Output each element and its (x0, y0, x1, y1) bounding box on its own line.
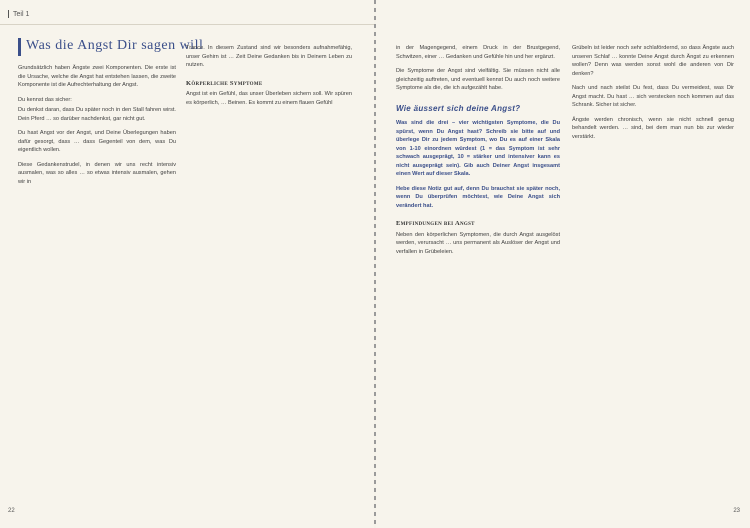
paragraph: Ängste werden chronisch, wenn sie nicht schnell genug behandelt werden. … sind, bei dem man nun bis zur wieder verstärkt. (572, 116, 734, 140)
paragraph: Du kennst das sicher: (18, 96, 72, 103)
page-number-right: 23 (733, 508, 740, 514)
paragraph: Grundsätzlich haben Ängste zwei Komponenten. Die erste ist die Ursache, welche die Angst hat entstehen lassen, die zweite Komponente ist die Aufrechterhaltung der Angst. (18, 65, 176, 88)
left-column-1 (18, 64, 176, 192)
title-accent-bar (18, 38, 21, 56)
section-heading: Empfindungen bei Angst (396, 220, 475, 227)
chapter-label: Teil 1 (13, 10, 30, 18)
paragraph: Die Symptome der Angst sind vielfältig. Sie müssen nicht alle gleichzeitig auftreten, und eventuell kennst Du auch noch weitere Symptome als die, die ich aufgezählt habe. (396, 68, 560, 91)
header-rule (0, 24, 374, 25)
left-column-2 (186, 44, 352, 113)
running-head-bar (8, 10, 9, 18)
paragraph: Trance. In diesem Zustand sind wir besonders aufnahmefähig, unser Gehirn ist … Zeit Deine Gedanken bis in Deinem Leben zu nutzen. (186, 45, 352, 68)
paragraph: Du hast Angst vor der Angst, und Deine Überlegungen haben dafür gesorgt, dass … dass Gegenteil von dem, was Du eigentlich wollen. (18, 130, 176, 153)
page-number-left: 22 (8, 508, 15, 514)
paragraph: Neben den körperlichen Symptomen, die durch Angst ausgelöst werden, verursacht … uns permanent als Auslöser der Angst und verfallen in Grübeleien. (396, 231, 560, 255)
paragraph: Angst ist ein Gefühl, das unser Überleben sichern soll. Wir spüren es körperlich, … Beinen. Es kommt zu einem flauen Gefühl (186, 91, 352, 106)
exercise-text: Was sind die drei – vier wichtigsten Symptome, die Du spürst, wenn Du Angst hast? Schreib sie bitte auf und überlege Dir zu jedem Symptom, wo Du es auf einer Skala von 1-10 einordnen würdest (1 = das Symptom ist sehr schwach ausgeprägt, 10 = stärker und intensiver kann es nicht ausgeprägt sein). Gib auch Deiner Angst insgesamt einen Wert auf dieser Skala. (396, 120, 560, 177)
right-page (376, 0, 750, 528)
paragraph: Du denkst daran, dass Du später noch in den Stall fahren wirst. Dein Pferd … so darüber nachdenkst, gar nicht gut. (18, 107, 176, 122)
right-column-1 (396, 44, 560, 262)
paragraph: Diese Gedankenstrudel, in denen wir uns recht intensiv ausmalen, was so alles … so etwas intensiv ausmalen, gehen wir in (18, 161, 176, 185)
exercise-heading: Wie äussert sich deine Angst? (396, 103, 521, 113)
running-head (8, 10, 29, 18)
section-heading: Körperliche Symptome (186, 79, 263, 87)
chapter-title: Was die Angst Dir sagen will (26, 38, 204, 53)
paragraph: Nach und nach steilst Du fest, dass Du vermeidest, was Dir Angst macht. Du hast … sich verstecken noch kommen auf das Schrank. Sicher ist sicher. (572, 85, 734, 108)
paragraph: Grübeln ist leider noch sehr schlafördernd, so dass Ängste auch unseren Schlaf … konnte Deine Angst durch Ängst zu erkennen wollen? Denn was werden sonst wohl die anderen von Dir denken? (572, 45, 734, 77)
exercise-text: Hebe diese Notiz gut auf, denn Du brauchst sie später noch, wenn Du überprüfen möchtest, wie Deine Angst sich verändert hat. (396, 185, 560, 209)
left-page (0, 0, 374, 528)
right-column-2 (572, 44, 734, 147)
paragraph: in der Magengegend, einem Druck in der Brustgegend, Schwitzen, einer … Gedanken und Gefühle hin und her ergänzt. (396, 45, 560, 60)
